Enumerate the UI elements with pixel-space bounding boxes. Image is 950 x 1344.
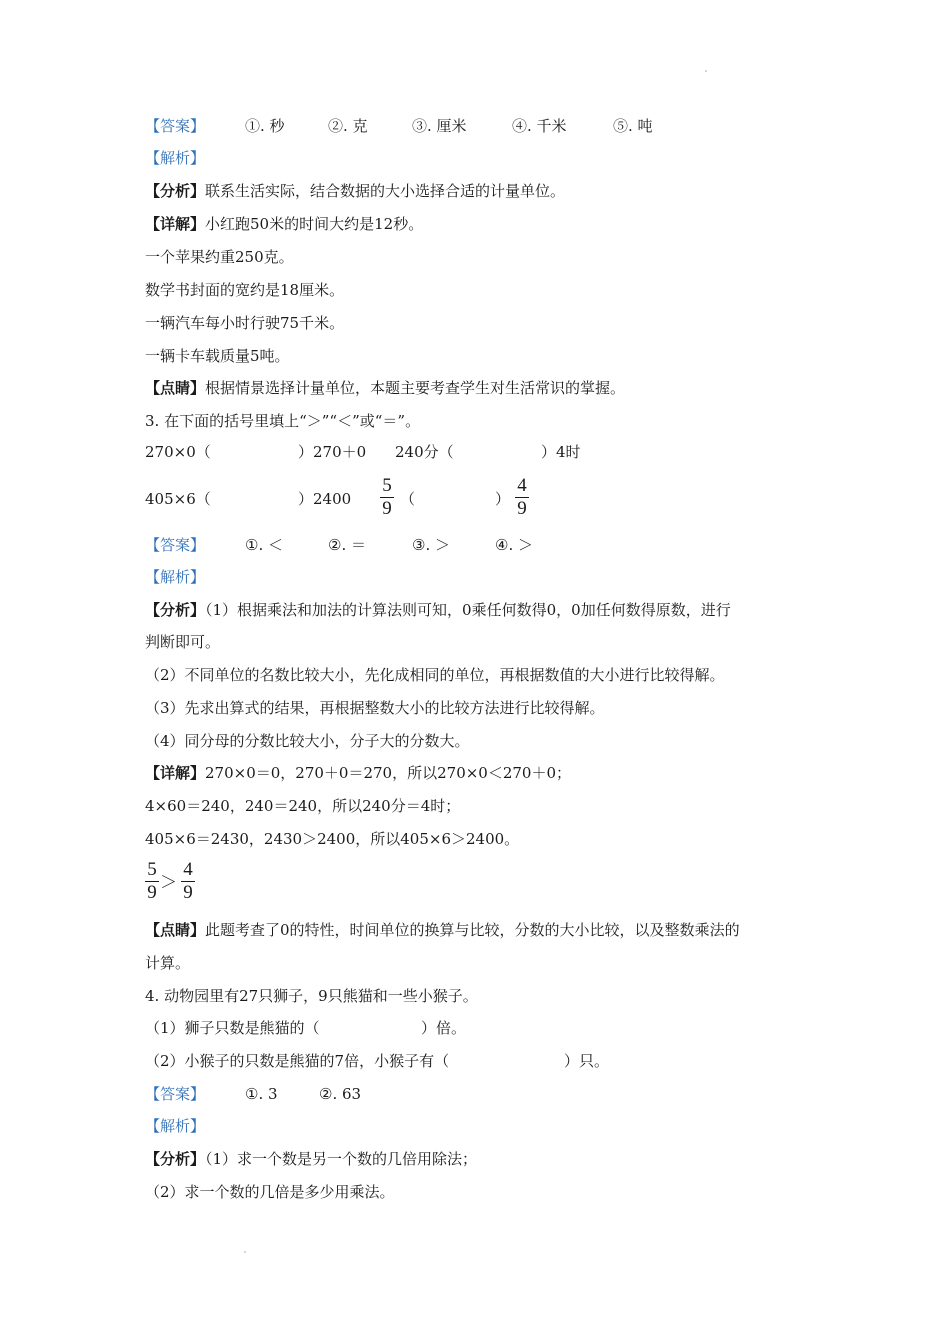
q4-fenxi-line1: （1）求一个数是另一个数的几倍用除法； <box>205 1150 478 1168</box>
q3-title: 3. 在下面的括号里填上“＞”“＜”或“＝”。 <box>145 412 421 430</box>
q2-detail-line: 数学书封面的宽约是18厘米。 <box>145 281 345 299</box>
q4-sub1-left: （1）狮子只数是熊猫的（ <box>145 1019 320 1037</box>
q3-answer-4: ④. ＞ <box>495 536 533 554</box>
q3-fenxi-line1-cont: 判断即可。 <box>145 633 221 651</box>
q3-row1-left1: 270×0（ <box>145 443 211 461</box>
q4-analysis-label: 【解析】 <box>145 1117 206 1135</box>
q4-sub2-right: ）只。 <box>564 1052 610 1070</box>
q3-cmp-fraction-left <box>144 860 160 903</box>
q2-answer-row <box>145 116 745 136</box>
q3-dianjing-cont: 计算。 <box>145 954 191 972</box>
q2-dianjing <box>145 378 625 398</box>
q3-xiangjie-label: 【详解】 <box>145 764 206 782</box>
q2-detail-line: 一辆汽车每小时行驶75千米。 <box>145 314 345 332</box>
q3-row1-left2: 240分（ <box>395 443 454 461</box>
q2-answer-1: ①. 秒 <box>245 117 285 135</box>
q3-fenxi-line: （3）先求出算式的结果，再根据整数大小的比较方法进行比较得解。 <box>145 699 605 717</box>
q2-xiangjie <box>145 214 423 234</box>
q4-title: 4. 动物园里有27只狮子，9只熊猫和一些小猴子。 <box>145 987 478 1005</box>
q3-fenxi-line: （2）不同单位的名数比较大小，先化成相同的单位，再根据数值的大小进行比较得解。 <box>145 666 725 684</box>
q3-row2-left1: 405×6（ <box>145 490 211 508</box>
q2-answer-4: ④. 千米 <box>512 117 567 135</box>
q3-analysis-label: 【解析】 <box>145 568 206 586</box>
q2-answer-label: 【答案】 <box>145 117 206 135</box>
q3-row2-paren-open: （ <box>400 490 416 508</box>
fraction-denominator: 9 <box>147 882 157 903</box>
q2-answer-3: ③. 厘米 <box>412 117 467 135</box>
q3-answer-1: ①. ＜ <box>245 536 283 554</box>
q4-answer-label: 【答案】 <box>145 1085 206 1103</box>
q2-answer-5: ⑤. 吨 <box>613 117 653 135</box>
q3-fenxi <box>145 600 731 620</box>
q3-fenxi-line: （4）同分母的分数比较大小，分子大的分数大。 <box>145 732 470 750</box>
q3-dianjing-text: 此题考查了0的特性，时间单位的换算与比较，分数的大小比较，以及整数乘法的 <box>205 921 740 939</box>
q2-detail-line: 一辆卡车载质量5吨。 <box>145 347 290 365</box>
q3-answer-label: 【答案】 <box>145 536 206 554</box>
scan-dot <box>244 1251 246 1253</box>
q3-cmp-fraction-right <box>180 860 196 903</box>
q3-dianjing-label: 【点睛】 <box>145 921 206 939</box>
q4-fenxi-line2: （2）求一个数的几倍是多少用乘法。 <box>145 1183 395 1201</box>
q3-row1-right2: ）4时 <box>541 443 581 461</box>
q3-answer-2: ②. ＝ <box>328 536 366 554</box>
q3-xiangjie <box>145 763 571 783</box>
fraction-denominator: 9 <box>517 498 527 519</box>
q2-fenxi-text: 联系生活实际，结合数据的大小选择合适的计量单位。 <box>205 182 566 200</box>
fraction-numerator: 4 <box>517 475 527 496</box>
q3-fraction-4-9 <box>514 476 530 519</box>
q2-dianjing-text: 根据情景选择计量单位，本题主要考查学生对生活常识的掌握。 <box>205 379 626 397</box>
q3-detail-line: 405×6＝2430，2430＞2400，所以405×6＞2400。 <box>145 830 520 848</box>
q4-sub2-left: （2）小猴子的只数是熊猫的7倍，小猴子有（ <box>145 1052 450 1070</box>
fraction-numerator: 5 <box>147 859 157 880</box>
q2-dianjing-label: 【点睛】 <box>145 379 206 397</box>
q4-fenxi-label: 【分析】 <box>145 1150 206 1168</box>
q2-analysis-label: 【解析】 <box>145 149 206 167</box>
q4-fenxi <box>145 1149 477 1169</box>
fraction-numerator: 4 <box>183 859 193 880</box>
q3-answer-row <box>145 535 745 555</box>
q2-fenxi-label: 【分析】 <box>145 182 206 200</box>
q3-fenxi-label: 【分析】 <box>145 601 206 619</box>
q3-fenxi-line1: （1）根据乘法和加法的计算法则可知，0乘任何数得0，0加任何数得原数，进行 <box>205 601 731 619</box>
q3-answer-3: ③. ＞ <box>412 536 450 554</box>
q4-answer-1: ①. 3 <box>245 1085 278 1103</box>
q3-dianjing <box>145 920 740 940</box>
q3-xiangjie-text: 270×0＝0，270＋0＝270，所以270×0＜270＋0； <box>205 764 572 782</box>
q3-row2-right1: ）2400 <box>298 490 352 508</box>
q4-answer-row <box>145 1084 745 1104</box>
scan-dot <box>705 70 707 72</box>
q3-detail-line: 4×60＝240，240＝240，所以240分＝4时； <box>145 797 461 815</box>
q2-detail-line: 一个苹果约重250克。 <box>145 248 294 266</box>
q3-row1-right1: ）270＋0 <box>298 443 367 461</box>
fraction-denominator: 9 <box>183 882 193 903</box>
q3-fraction-5-9 <box>379 476 395 519</box>
fraction-denominator: 9 <box>382 498 392 519</box>
q2-answer-2: ②. 克 <box>328 117 368 135</box>
q4-sub1-right: ）倍。 <box>421 1019 467 1037</box>
fraction-numerator: 5 <box>382 475 392 496</box>
q2-xiangjie-text: 小红跑50米的时间大约是12秒。 <box>205 215 424 233</box>
q3-row2-paren-close: ） <box>495 490 511 508</box>
q2-xiangjie-label: 【详解】 <box>145 215 206 233</box>
q3-cmp-sign: ＞ <box>160 873 177 893</box>
q4-answer-2: ②. 63 <box>319 1085 362 1103</box>
q2-fenxi <box>145 181 565 201</box>
